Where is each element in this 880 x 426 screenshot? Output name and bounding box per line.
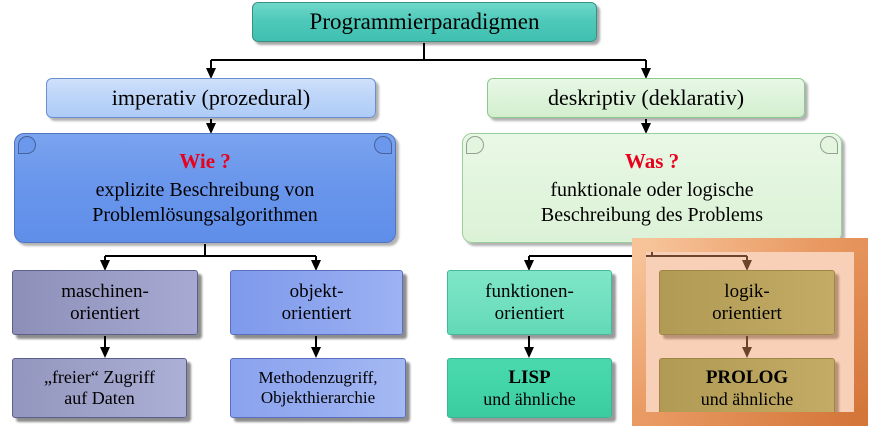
object-label-line1: objekt- — [289, 280, 344, 302]
panel-deskriptiv-description — [462, 133, 842, 243]
node-prolog[interactable] — [659, 358, 835, 418]
node-funktionen-orientiert[interactable] — [447, 270, 612, 335]
functional-label-line1: funktionen- — [485, 280, 574, 302]
machine-label-line2: orientiert — [70, 302, 140, 324]
scroll-curl-right-icon — [820, 136, 838, 154]
node-freier-zugriff[interactable] — [12, 358, 187, 418]
descriptive-description-line2: Beschreibung des Problems — [540, 203, 764, 226]
scroll-curl-right-icon — [374, 136, 392, 154]
imperative-description-line1: explizite Beschreibung von — [95, 178, 315, 201]
node-deskriptiv[interactable] — [487, 78, 805, 118]
node-imperativ[interactable] — [46, 78, 376, 118]
lisp-suffix: und ähnliche — [483, 388, 576, 409]
prolog-name: PROLOG — [705, 366, 789, 388]
node-methodenzugriff[interactable] — [230, 358, 406, 418]
free-access-line2: auf Daten — [64, 388, 135, 408]
scroll-curl-left-icon — [466, 136, 484, 154]
lisp-name: LISP — [508, 366, 551, 388]
descriptive-question: Was ? — [624, 148, 680, 173]
root-label: Programmierparadigmen — [309, 8, 540, 34]
node-programmierparadigmen[interactable] — [252, 2, 597, 42]
imperative-label: imperativ (prozedural) — [111, 85, 311, 111]
logic-label-line1: logik- — [724, 280, 770, 302]
free-access-line1: „freier“ Zugriff — [43, 367, 156, 388]
imperative-question: Wie ? — [179, 148, 231, 173]
node-lisp[interactable] — [447, 358, 612, 418]
object-label-line2: orientiert — [281, 302, 352, 324]
node-objekt-orientiert[interactable] — [230, 270, 403, 335]
machine-label-line1: maschinen- — [61, 280, 149, 302]
method-access-line2: Objekthierarchie — [260, 388, 376, 407]
method-access-line1: Methodenzugriff, — [258, 368, 378, 388]
scroll-curl-left-icon — [18, 136, 36, 154]
node-maschinen-orientiert[interactable] — [12, 270, 198, 335]
prolog-suffix: und ähnliche — [700, 388, 794, 409]
panel-imperativ-description — [14, 133, 396, 243]
node-logik-orientiert[interactable] — [659, 270, 835, 335]
logic-label-line2: orientiert — [712, 302, 782, 324]
imperative-description-line2: Problemlösungsalgorithmen — [92, 203, 318, 226]
descriptive-description-line1: funktionale oder logische — [550, 178, 754, 201]
functional-label-line2: orientiert — [494, 302, 565, 324]
descriptive-label: deskriptiv (deklarativ) — [547, 85, 745, 111]
